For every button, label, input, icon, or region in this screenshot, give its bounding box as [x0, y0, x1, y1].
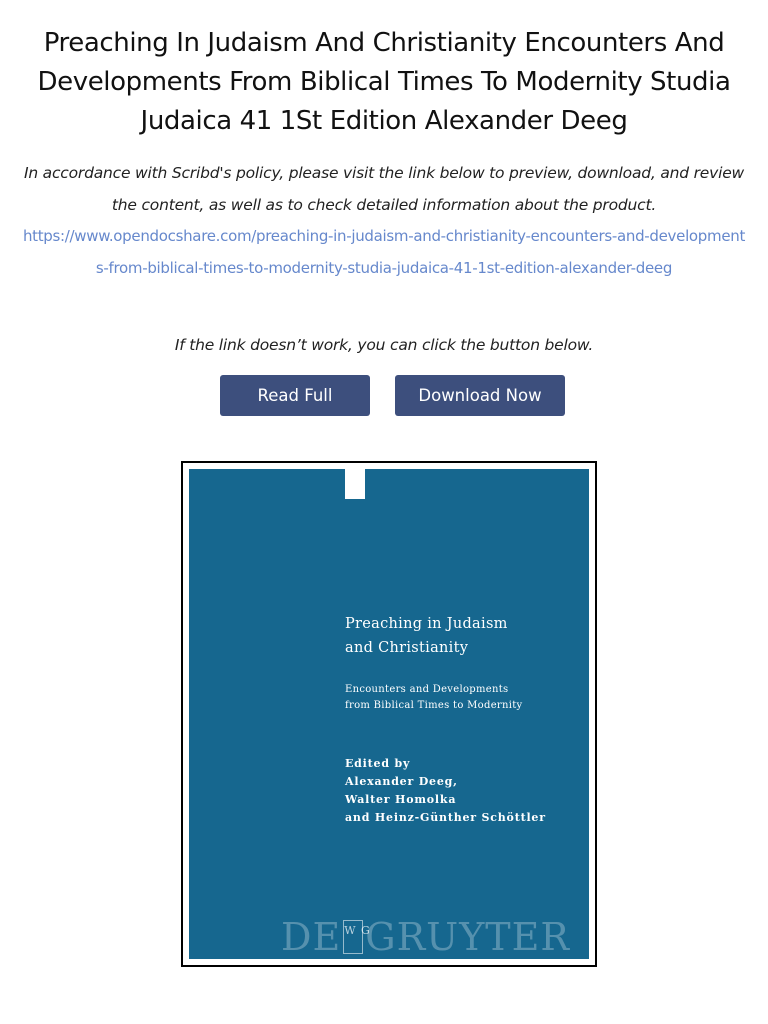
- publisher-name-left: DE: [281, 915, 342, 959]
- read-full-button[interactable]: Read Full: [220, 375, 370, 416]
- cover-editor-line: Walter Homolka: [345, 793, 457, 806]
- book-cover-frame: [181, 461, 597, 967]
- book-cover-image: [189, 469, 589, 959]
- cover-editor-line: Alexander Deeg,: [345, 775, 458, 788]
- page-title: Preaching In Judaism And Christianity Encounters And Developments From Biblical Times To Modernity Studia Judaica 41 1St Edition Alexander Deeg: [37, 28, 731, 136]
- cover-subtitle: [345, 682, 585, 714]
- cover-tab-mark: [345, 469, 365, 499]
- cover-title-line: Preaching in Judaism: [345, 616, 508, 632]
- cover-subtitle-line: Encounters and Developments: [345, 684, 509, 695]
- fallback-notice: If the link doesn’t work, you can click the button below.: [174, 336, 594, 354]
- cover-editors: [345, 755, 585, 827]
- publisher-emblem-icon: W G: [343, 920, 363, 954]
- cover-subtitle-line: from Biblical Times to Modernity: [345, 700, 523, 711]
- download-now-button[interactable]: Download Now: [395, 375, 565, 416]
- cover-editor-line: and Heinz-Günther Schöttler: [345, 811, 546, 824]
- policy-notice: In accordance with Scribd's policy, please visit the link below to preview, download, and review the content, as well as to check detailed information about the product.: [23, 164, 745, 214]
- cover-title-line: and Christianity: [345, 640, 469, 656]
- publisher-logo: [281, 915, 570, 959]
- cover-title: [345, 612, 575, 660]
- product-link[interactable]: https://www.opendocshare.com/preaching-in-judaism-and-christianity-encounters-and-developments-from-biblical-times-to-modernity-studia-judaica-41-1st-edition-alexander-deeg: [22, 227, 746, 277]
- publisher-name-right: GRUYTER: [365, 915, 570, 959]
- cover-editor-line: Edited by: [345, 757, 411, 770]
